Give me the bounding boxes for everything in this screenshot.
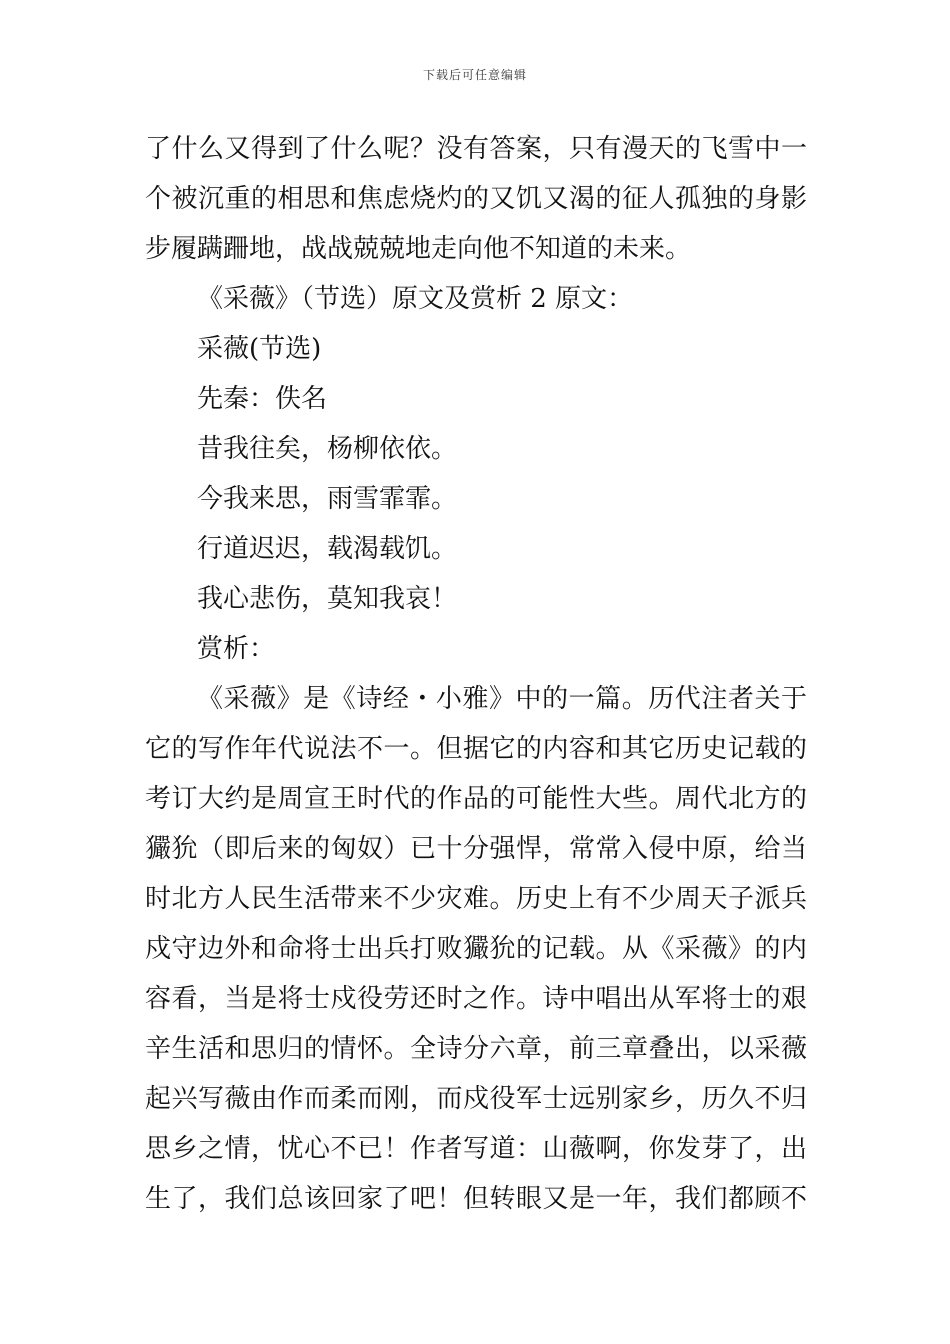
paragraph-line: 玁狁（即后来的匈奴）已十分强悍，常常入侵中原，给当 xyxy=(145,834,807,864)
appreciation-label: 赏析： xyxy=(197,634,276,664)
paragraph-line: 容看，当是将士戍役劳还时之作。诗中唱出从军将士的艰 xyxy=(145,984,807,1014)
page-header-note: 下载后可任意编辑 xyxy=(422,68,527,82)
paragraph-line: 了什么又得到了什么呢？没有答案，只有漫天的飞雪中一 xyxy=(145,134,807,164)
poem-line: 行道迟迟，载渴载饥。 xyxy=(197,534,458,564)
poem-line: 我心悲伤，莫知我哀！ xyxy=(197,584,458,614)
paragraph-line: 步履蹒跚地，战战兢兢地走向他不知道的未来。 xyxy=(145,234,692,264)
document-body xyxy=(145,124,807,1224)
poem-author: 先秦：佚名 xyxy=(197,384,328,414)
poem-title: 采薇(节选) xyxy=(197,334,322,364)
paragraph-line: 《采薇》是《诗经・小雅》中的一篇。历代注者关于 xyxy=(197,684,807,714)
paragraph-line: 起兴写薇由作而柔而刚，而戍役军士远别家乡，历久不归 xyxy=(145,1084,807,1114)
paragraph-line: 它的写作年代说法不一。但据它的内容和其它历史记载的 xyxy=(145,734,807,764)
paragraph-line: 思乡之情，忧心不已！作者写道：山薇啊，你发芽了，出 xyxy=(145,1134,807,1164)
poem-line: 昔我往矣，杨柳依依。 xyxy=(197,434,458,464)
paragraph-line: 生了，我们总该回家了吧！但转眼又是一年，我们都顾不 xyxy=(145,1184,807,1214)
section-heading: 《采薇》（节选）原文及赏析 2 原文： xyxy=(197,284,634,314)
paragraph-line: 个被沉重的相思和焦虑烧灼的又饥又渴的征人孤独的身影 xyxy=(145,184,807,214)
poem-line: 今我来思，雨雪霏霏。 xyxy=(197,484,458,514)
paragraph-line: 考订大约是周宣王时代的作品的可能性大些。周代北方的 xyxy=(145,784,807,814)
paragraph-line: 时北方人民生活带来不少灾难。历史上有不少周天子派兵 xyxy=(145,884,807,914)
paragraph-line: 辛生活和思归的情怀。全诗分六章，前三章叠出，以采薇 xyxy=(145,1034,807,1064)
paragraph-line: 戍守边外和命将士出兵打败玁狁的记载。从《采薇》的内 xyxy=(145,934,807,964)
